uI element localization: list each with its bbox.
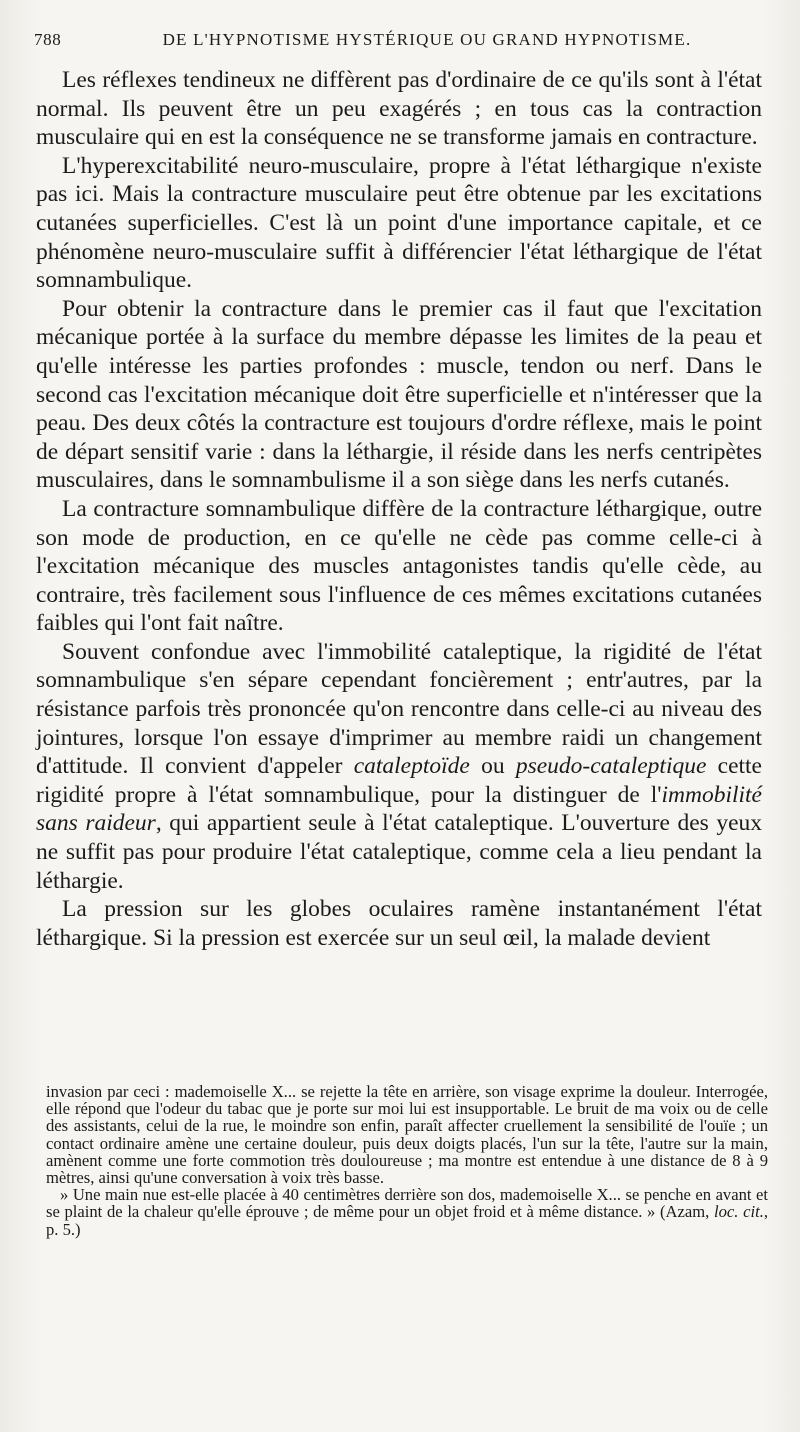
footnote-citation: loc. cit. — [714, 1202, 764, 1222]
term-pseudo-cataleptique: pseudo-cataleptique — [515, 753, 707, 780]
paragraph-5 — [36, 638, 762, 895]
term-cataleptoide: cataleptoïde — [353, 753, 470, 780]
paragraph-3: Pour obtenir la contracture dans le premier cas il faut que l'excitation mécanique portée à la surface du membre dépasse les limites de la peau et qu'elle intéresse les parties profondes : muscle, tendon ou nerf. Dans le second cas l'excitation mécanique doit être superficielle et n'intéresser que la peau. Des deux côtés la contracture est toujours d'ordre réflexe, mais le point de départ sensitif varie : dans la léthargie, il réside dans les nerfs centripètes musculaires, dans le somnambulisme il a son siège dans les nerfs cutanés. — [36, 295, 762, 494]
paragraph-2: L'hyperexcitabilité neuro-musculaire, propre à l'état léthargique n'existe pas ici. Mais la contracture musculaire peut être obtenue par les excitations cutanées superficielles. C'est là un point d'une importance capitale, et ce phénomène neuro-musculaire suffit à différencier l'état léthargique de l'état somnambulique. — [36, 152, 762, 294]
paragraph-5-text-b: ou — [469, 753, 516, 780]
running-title: DE L'HYPNOTISME HYSTÉRIQUE OU GRAND HYPNOTISME. — [162, 30, 692, 49]
paragraph-5-text-d: , qui appartient seule à l'état cataleptique. L'ouverture des yeux ne suffit pas pour produire l'état cataleptique, comme cela a lieu pendant la léthargie. — [36, 810, 762, 894]
paragraph-6: La pression sur les globes oculaires ramène instantanément l'état léthargique. Si la pression est exercée sur un seul œil, la malade devient — [36, 896, 762, 951]
running-header — [34, 30, 760, 50]
paragraph-5-text-c: cette rigidité propre à l'état somnambulique, pour la distinguer de l' — [36, 753, 762, 808]
paragraph-4: La contracture somnambulique diffère de la contracture léthargique, outre son mode de production, en ce qu'elle ne cède pas comme celle-ci à l'excitation mécanique des muscles antagonistes tandis qu'elle cède, au contraire, très facilement sous l'influence de ces mêmes excitations cutanées faibles qui l'ont fait naître. — [36, 495, 762, 637]
footnote-quote-text-a: » Une main nue est-elle placée à 40 centimètres derrière son dos, mademoiselle X... se penche en avant et se plaint de la chaleur qu'elle éprouve ; de même pour un objet froid et à même distance. » (Azam, — [46, 1185, 768, 1222]
term-immobilite-sans-raideur: immobilité sans raideur — [36, 781, 762, 837]
footnotes — [46, 1083, 768, 1238]
paragraph-1: Les réflexes tendineux ne diffèrent pas d'ordinaire de ce qu'ils sont à l'état normal. Ils peuvent être un peu exagérés ; en tous cas la contraction musculaire qui en est la conséquence ne se transforme jamais en contracture. — [36, 67, 762, 151]
footnote-continued: invasion par ceci : mademoiselle X... se rejette la tête en arrière, son visage exprime la douleur. Interrogée, elle répond que l'odeur du tabac que je porte sur moi lui est insupportable. Le bruit de ma voix ou de celle des assistants, celui de la rue, le moindre son enfin, paraît affecter cruellement la sensibilité de l'ouïe ; un contact ordinaire amène une certaine douleur, puis deux doigts placés, l'un sur la tête, l'autre sur la main, amènent comme une forte commotion très douloureuse ; ma montre est entendue à une distance de 8 à 9 mètres, ainsi qu'une conversation à voix très basse. — [46, 1082, 768, 1188]
footnote-quote — [46, 1186, 768, 1238]
body-text — [36, 66, 762, 952]
paragraph-5-text-a: Souvent confondue avec l'immobilité cataleptique, la rigidité de l'état somnambulique s'en sépare cependant foncièrement ; entr'autres, par la résistance parfois très prononcée qu'on rencontre dans celle-ci au niveau des jointures, lorsque l'on essaye d'imprimer au membre raidi un changement d'attitude. Il convient d'appeler — [36, 638, 762, 780]
page-number: 788 — [34, 30, 62, 49]
footnote-quote-text-b: , p. 5.) — [46, 1202, 768, 1239]
